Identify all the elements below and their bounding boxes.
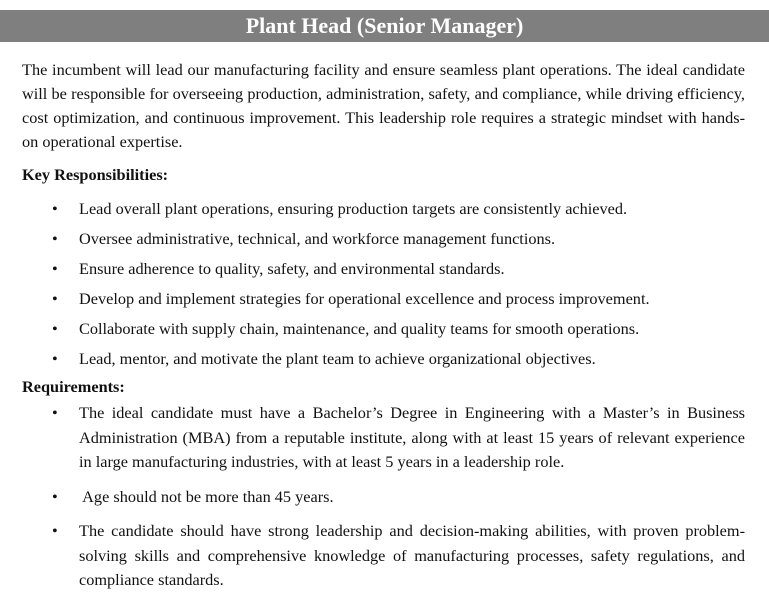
bullet-icon: •: [52, 229, 58, 248]
list-item: • Oversee administrative, technical, and workforce management functions.: [0, 227, 745, 257]
job-title-banner: Plant Head (Senior Manager): [0, 10, 769, 42]
bullet-icon: •: [52, 319, 58, 338]
requirements-heading: Requirements:: [22, 377, 125, 396]
responsibilities-list: [0, 197, 769, 377]
bullet-icon: •: [52, 199, 58, 218]
bullet-icon: •: [52, 289, 58, 308]
bullet-icon: •: [52, 521, 58, 540]
list-item: • The candidate should have strong leadership and decision-making abilities, with proven problem-solving skills and comprehensive knowledge of manufacturing processes, safety regulations, and compliance standards.: [52, 521, 745, 589]
list-item: • The ideal candidate must have a Bachelor’s Degree in Engineering with a Master’s in Business Administration (MBA) from a reputable institute, along with at least 15 years of relevant experience in large manufacturing industries, with at least 5 years in a leadership role.: [52, 403, 745, 471]
list-item: • Collaborate with supply chain, maintenance, and quality teams for smooth operations.: [0, 317, 745, 347]
list-item: • Develop and implement strategies for operational excellence and process improvement.: [0, 287, 745, 317]
bullet-icon: •: [52, 486, 58, 506]
key-responsibilities-heading: Key Responsibilities:: [22, 165, 169, 184]
bullet-icon: •: [52, 403, 58, 422]
bullet-icon: •: [52, 349, 58, 368]
bullet-icon: •: [52, 259, 58, 278]
list-item: • Ensure adherence to quality, safety, and environmental standards.: [0, 257, 745, 287]
list-item: • Lead overall plant operations, ensuring production targets are consistently achieved.: [0, 197, 745, 227]
list-item: • Age should not be more than 45 years.: [0, 485, 745, 510]
intro-paragraph: The incumbent will lead our manufacturing facility and ensure seamless plant operations. The ideal candidate will be responsible for overseeing production, administration, safety, and compliance, while driving efficiency, cost optimization, and continuous improvement. This leadership role requires a strategic mindset with hands-on operational expertise.: [22, 60, 745, 151]
requirements-list: [0, 401, 769, 603]
list-item: • Lead, mentor, and motivate the plant team to achieve organizational objectives.: [0, 347, 745, 377]
